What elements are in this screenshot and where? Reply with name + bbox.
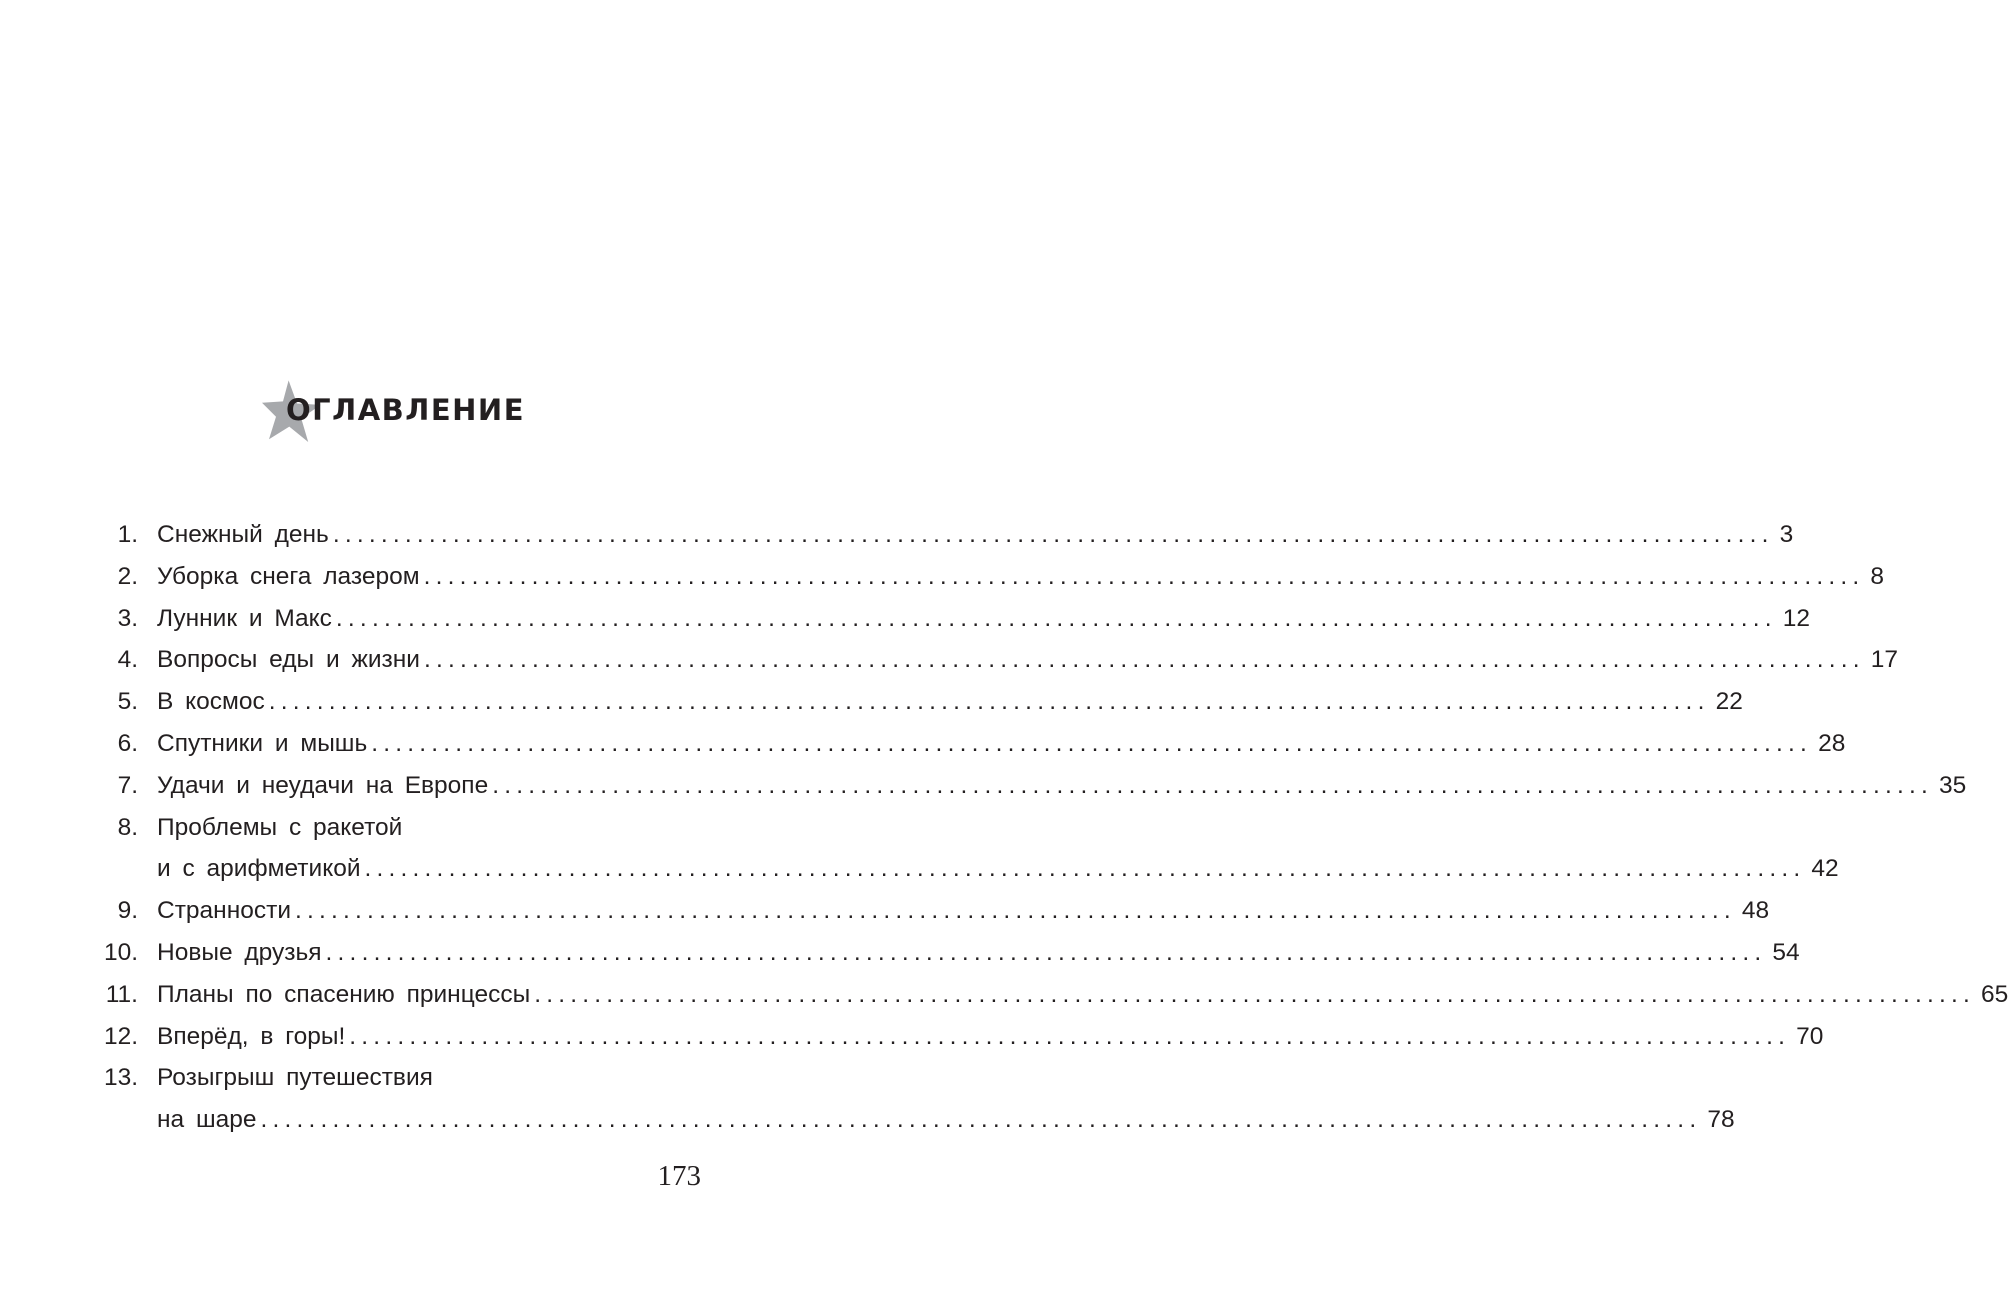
toc-entry bbox=[98, 1016, 1824, 1058]
toc-entry bbox=[98, 890, 1770, 932]
chapter-title: В космос bbox=[157, 688, 265, 716]
chapter-title: на шаре bbox=[157, 1106, 257, 1134]
chapter-number: 8. bbox=[117, 813, 138, 841]
chapter-page: 54 bbox=[1772, 938, 1800, 966]
chapter-number: 2. bbox=[117, 562, 138, 590]
toc-entry bbox=[98, 1057, 1735, 1141]
page-title: ОГЛАВЛЕНИЕ bbox=[286, 393, 526, 427]
toc-line bbox=[98, 598, 1811, 640]
toc-entry bbox=[98, 723, 1846, 765]
chapter-page: 12 bbox=[1782, 604, 1811, 632]
chapter-page: 22 bbox=[1715, 688, 1743, 716]
chapter-number: 12. bbox=[103, 1022, 138, 1050]
toc-line bbox=[98, 723, 1846, 765]
toc-line bbox=[98, 639, 1899, 681]
dot-leader: ........................................................................................................................ bbox=[423, 562, 1865, 590]
chapter-page: 35 bbox=[1939, 771, 1967, 799]
toc-line bbox=[98, 890, 1770, 932]
chapter-number: 5. bbox=[117, 688, 138, 716]
chapter-number: 6. bbox=[117, 729, 138, 757]
dot-leader: ........................................................................................................................ bbox=[492, 771, 1934, 799]
toc-line bbox=[98, 974, 2008, 1016]
chapter-number: 3. bbox=[117, 604, 138, 632]
toc-entry bbox=[98, 556, 1885, 598]
chapter-page: 42 bbox=[1811, 855, 1839, 883]
toc-entry bbox=[98, 514, 1794, 556]
chapter-page: 3 bbox=[1779, 521, 1794, 548]
chapter-number: 10. bbox=[103, 938, 138, 966]
chapter-number: 4. bbox=[117, 646, 138, 674]
toc-line bbox=[98, 765, 1967, 807]
chapter-page: 17 bbox=[1870, 646, 1899, 674]
chapter-title: и с арифметикой bbox=[157, 855, 361, 883]
chapter-title: Лунник и Макс bbox=[157, 604, 332, 632]
chapter-title: Вопросы еды и жизни bbox=[157, 646, 420, 674]
toc-line bbox=[98, 1016, 1824, 1058]
dot-leader: ........................................................................................................................ bbox=[349, 1022, 1791, 1050]
toc-entry bbox=[98, 765, 1967, 807]
chapter-page: 8 bbox=[1870, 562, 1885, 590]
dot-leader: ........................................................................................................................ bbox=[260, 1106, 1702, 1134]
chapter-number: 13. bbox=[103, 1064, 138, 1092]
chapter-title: Проблемы с ракетой bbox=[157, 813, 403, 841]
dot-leader: ........................................................................................................................ bbox=[534, 980, 1976, 1008]
toc-line bbox=[98, 514, 1794, 556]
toc-entry bbox=[98, 598, 1811, 640]
dot-leader: ........................................................................................................................ bbox=[332, 521, 1774, 548]
toc-line bbox=[98, 1057, 704, 1099]
toc-line bbox=[98, 681, 1743, 723]
toc-entry bbox=[98, 639, 1899, 681]
dot-leader: ........................................................................................................................ bbox=[325, 938, 1767, 966]
toc-entry bbox=[98, 807, 1839, 891]
toc-entry bbox=[98, 932, 1800, 974]
chapter-title: Планы по спасению принцессы bbox=[157, 980, 531, 1008]
dot-leader: ........................................................................................................................ bbox=[371, 729, 1813, 757]
chapter-title: Розыгрыш путешествия bbox=[157, 1064, 433, 1092]
dot-leader: ........................................................................................................................ bbox=[295, 897, 1736, 925]
chapter-title: Вперёд, в горы! bbox=[157, 1022, 346, 1050]
toc-line bbox=[98, 1099, 1735, 1141]
chapter-page: 48 bbox=[1741, 897, 1770, 925]
dot-leader: ........................................................................................................................ bbox=[423, 646, 1865, 674]
dot-leader: ........................................................................................................................ bbox=[364, 855, 1806, 883]
chapter-page: 78 bbox=[1707, 1106, 1735, 1134]
dot-leader: ........................................................................................................................ bbox=[335, 604, 1777, 632]
chapter-title: Спутники и мышь bbox=[157, 729, 368, 757]
chapter-number: 11. bbox=[105, 980, 138, 1008]
toc-entry bbox=[98, 681, 1743, 723]
toc-heading bbox=[258, 376, 558, 456]
chapter-page: 28 bbox=[1818, 729, 1846, 757]
chapter-page: 65 bbox=[1981, 980, 2008, 1008]
table-of-contents bbox=[98, 514, 2008, 1141]
toc-entry bbox=[98, 974, 2008, 1016]
chapter-title: Уборка снега лазером bbox=[157, 562, 420, 590]
chapter-title: Странности bbox=[157, 897, 292, 925]
dot-leader: ........................................................................................................................ bbox=[268, 688, 1710, 716]
chapter-page: 70 bbox=[1796, 1022, 1824, 1050]
chapter-title: Новые друзья bbox=[157, 938, 322, 966]
toc-line bbox=[98, 932, 1800, 974]
toc-line bbox=[98, 807, 704, 849]
toc-line bbox=[98, 848, 1839, 890]
page-number: 173 bbox=[657, 1160, 701, 1192]
chapter-number: 9. bbox=[117, 897, 138, 925]
chapter-title: Удачи и неудачи на Европе bbox=[157, 771, 489, 799]
chapter-number: 7. bbox=[117, 771, 138, 799]
chapter-number: 1. bbox=[117, 521, 138, 548]
toc-line bbox=[98, 556, 1885, 598]
chapter-title: Снежный день bbox=[157, 521, 329, 548]
